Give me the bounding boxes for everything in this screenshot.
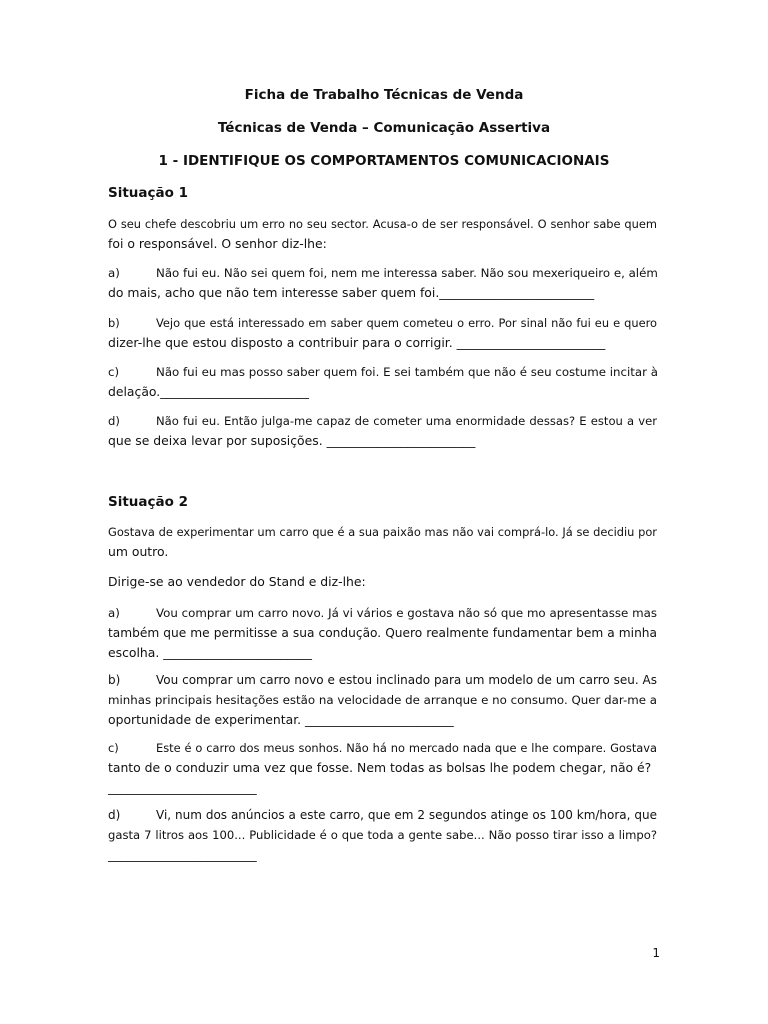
option-label: a): [108, 266, 120, 280]
text-line: gasta 7 litros aos 100... Publicidade é o que toda a gente sabe... Não posso tirar isso a limpo?: [108, 828, 657, 842]
option-label: c): [108, 741, 119, 755]
situation-2-option-d: [108, 805, 657, 865]
option-text: Vi, num dos anúncios a este carro, que em 2 segundos atinge os 100 km/hora, que: [156, 808, 657, 822]
option-label: b): [108, 316, 120, 330]
option-label: b): [108, 673, 121, 687]
option-text: Não fui eu mas posso saber quem foi. E sei também que não é seu costume incitar à: [156, 365, 658, 379]
text-line: ________________________: [108, 780, 257, 795]
text-line: escolha. ________________________: [108, 645, 312, 660]
document-title: Ficha de Trabalho Técnicas de Venda: [244, 87, 524, 103]
text-line: do mais, acho que não tem interesse saber quem foi._________________________: [108, 285, 595, 300]
option-text: Vejo que está interessado em saber quem cometeu o erro. Por sinal não fui eu e quero: [156, 316, 657, 330]
situation-1-title: Situação 1: [108, 185, 189, 201]
text-line: Dirige-se ao vendedor do Stand e diz-lhe:: [108, 574, 366, 589]
text-line: [108, 738, 657, 758]
situation-2-option-c: [108, 738, 657, 798]
text-line: oportunidade de experimentar. ________________________: [108, 712, 454, 727]
text-line: [108, 313, 657, 333]
situation-2-instruction: [108, 572, 657, 592]
text-line: minhas principais hesitações estão na velocidade de arranque e no consumo. Quer dar-me a: [108, 693, 657, 707]
situation-1-option-b: [108, 313, 657, 353]
option-text: Este é o carro dos meus sonhos. Não há no mercado nada que e lhe compare. Gostava: [156, 741, 657, 755]
document-subtitle: Técnicas de Venda – Comunicação Assertiva: [217, 120, 551, 136]
text-line: [108, 362, 657, 382]
situation-2-title: Situação 2: [108, 494, 189, 510]
option-text: Vou comprar um carro novo. Já vi vários e gostava não só que mo apresentasse mas: [156, 606, 657, 620]
text-line: [108, 805, 657, 825]
situation-1-option-c: [108, 362, 657, 402]
situation-1-option-d: [108, 411, 657, 451]
option-label: d): [108, 414, 120, 428]
text-line: [108, 603, 657, 623]
situation-1-option-a: [108, 263, 657, 303]
option-label: d): [108, 808, 121, 822]
situation-2-option-a: [108, 603, 657, 663]
situation-2-intro: [108, 522, 657, 562]
text-line: ________________________: [108, 847, 257, 862]
text-line: que se deixa levar por suposições. ________________________: [108, 433, 476, 448]
text-line: tanto de o conduzir uma vez que fosse. Nem todas as bolsas lhe podem chegar, não é?: [108, 760, 652, 775]
option-text: Não fui eu. Então julga-me capaz de cometer uma enormidade dessas? E estou a ver: [156, 414, 657, 428]
option-label: c): [108, 365, 120, 379]
option-text: Vou comprar um carro novo e estou inclinado para um modelo de um carro seu. As: [156, 673, 657, 687]
text-line: dizer-lhe que estou disposto a contribuir para o corrigir. ________________________: [108, 335, 606, 350]
text-line: [108, 411, 657, 431]
text-line: O seu chefe descobriu um erro no seu sector. Acusa-o de ser responsável. O senhor sabe quem: [108, 217, 657, 231]
text-line: Gostava de experimentar um carro que é a sua paixão mas não vai comprá-lo. Já se decidiu por: [108, 525, 657, 539]
situation-1-intro: [108, 214, 657, 254]
text-line: [108, 670, 657, 690]
option-label: a): [108, 606, 120, 620]
text-line: foi o responsável. O senhor diz-lhe:: [108, 236, 327, 251]
text-line: delação.________________________: [108, 384, 309, 399]
text-line: também que me permitisse a sua condução. Quero realmente fundamentar bem a minha: [108, 626, 657, 640]
page-number: 1: [652, 946, 660, 960]
option-text: Não fui eu. Não sei quem foi, nem me interessa saber. Não sou mexeriqueiro e, além: [156, 266, 658, 280]
text-line: [108, 263, 657, 283]
document-heading: 1 - IDENTIFIQUE OS COMPORTAMENTOS COMUNICACIONAIS: [158, 153, 610, 169]
situation-2-option-b: [108, 670, 657, 730]
text-line: um outro.: [108, 544, 169, 559]
